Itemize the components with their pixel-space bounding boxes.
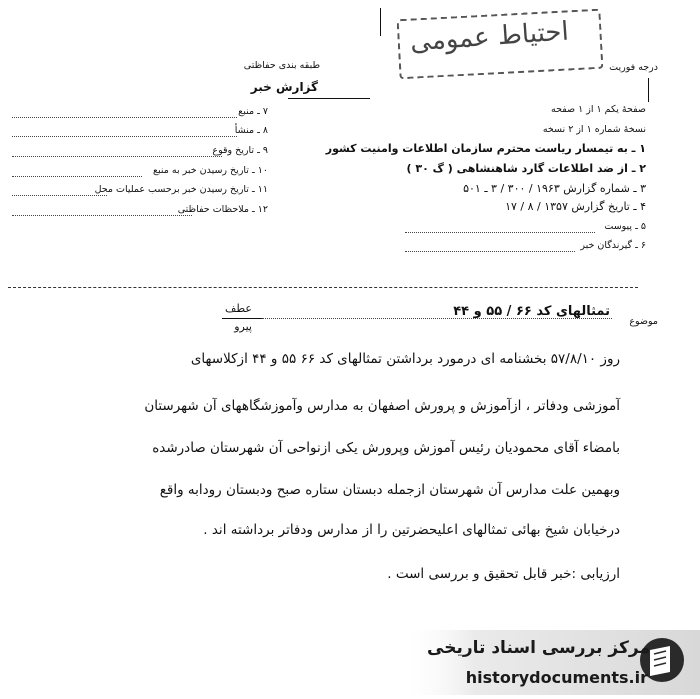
watermark-title: مرکز بررسی اسناد تاریخی [427,638,650,658]
left-field-occurrence-date: ۹ ـ تاریخ وقوع [212,145,268,156]
left-field-security-notes: ۱۲ ـ ملاحظات حفاظتی [177,204,268,215]
stamp-text: احتیاط عمومی [409,16,570,58]
subject-value: تمثالهای کد ۶۶ / ۵۵ و ۴۴ [453,304,610,319]
watermark-url: historydocuments.ir [465,668,648,687]
recipients: ۶ ـ گیرندگان خبر [580,240,646,251]
body-line: آموزشی ودفاتر ، ازآموزش و پرورش اصفهان به مدارس وآموزشگاههای آن شهرستان [144,398,620,414]
report-date: ۴ ـ تاریخ گزارش ۱۳۵۷ / ۸ / ۱۷ [505,200,646,213]
sender: ۲ ـ از ضد اطلاعات گارد شاهنشاهی ( گ ۳۰ ) [406,162,646,175]
page-copy: صفحهٔ یکم ۱ از ۱ صفحه [551,104,646,115]
body-line: درخیابان شیخ بهائی تمثالهای اعلیحضرتین را از مدارس ودفاتر برداشته اند . [203,522,620,538]
left-field-received-date: ۱۰ ـ تاریخ رسیدن خبر به منبع [152,165,268,176]
body-line: بامضاء آقای محمودیان رئیس آموزش وپرورش یکی ازنواحی آن شهرستان صادرشده [152,440,620,456]
subject-label: موضوع [629,316,658,327]
attachment: ۵ ـ پیوست [604,221,646,232]
classification-label: طبقه بندی حفاظتی [243,60,320,71]
left-field-source: ۷ ـ منبع [238,106,268,117]
left-field-origin: ۸ ـ منشأ [234,125,268,136]
body-line: روز ۵۷/۸/۱۰ بخشنامه ای درمورد برداشتن تمثالهای کد ۶۶ ۵۵ و ۴۴ ازکلاسهای [190,351,620,367]
body-line: وبهمین علت مدارس آن شهرستان ازجمله دبستان ستاره صبح ودبستان رودابه واقع [159,482,620,498]
header-tick [380,8,381,36]
copy-number: نسخهٔ شماره ۱ از ۲ نسخه [542,124,646,135]
ref-peyro-label: پیرو [234,320,252,333]
margin-tick [648,78,649,102]
evaluation: ارزیابی :خبر قابل تحقیق و بررسی است . [387,566,620,582]
left-field-operation-date: ۱۱ ـ تاریخ رسیدن خبر برحسب عملیات محل [94,184,268,195]
addressee: ۱ ـ به تیمسار ریاست محترم سازمان اطلاعات وامنیت کشور [325,142,646,155]
report-number: ۳ ـ شماره گزارش ۱۹۶۳ / ۳۰۰ / ۳ ـ ۵۰۱ [463,182,646,195]
header-divider [8,287,638,288]
title-underline [288,98,370,99]
priority-label: درجه فوريت [609,62,658,73]
report-title: گزارش خبر [250,80,318,94]
ref-atf-label: عطف [225,302,252,315]
watermark [400,630,700,695]
